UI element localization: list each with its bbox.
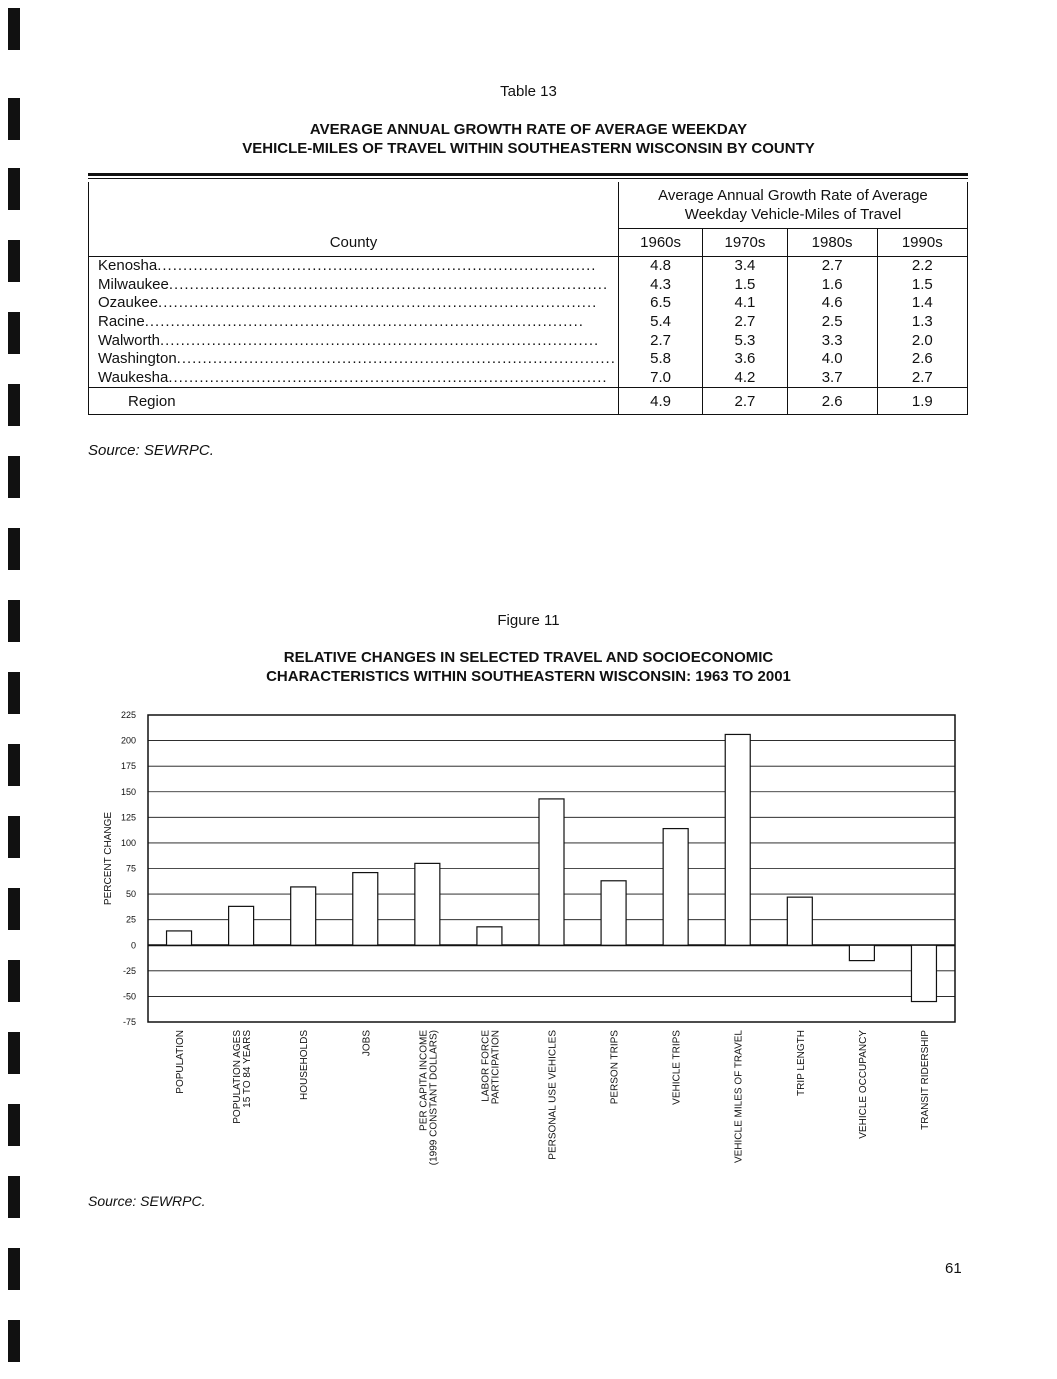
decade-header: 1990s xyxy=(877,229,967,257)
page-number: 61 xyxy=(945,1260,962,1277)
value-cell: 4.3 xyxy=(618,276,702,295)
value-cell: 4.0 xyxy=(787,350,877,369)
county-name: Ozaukee xyxy=(98,294,159,312)
y-tick-label: 150 xyxy=(120,786,136,797)
y-tick-label: 50 xyxy=(125,889,136,900)
x-category-label: PERSONAL USE VEHICLES xyxy=(547,1030,559,1160)
leader-dots: ..................................................................................... xyxy=(176,350,616,368)
group-header-line-2: Weekday Vehicle-Miles of Travel xyxy=(684,206,902,223)
y-tick-label: -75 xyxy=(122,1017,136,1027)
leader-dots: ..................................................................................... xyxy=(157,257,597,275)
bar xyxy=(911,945,936,1001)
x-category-label: PERSON TRIPS xyxy=(609,1030,621,1105)
table-number: Table 13 xyxy=(500,83,557,100)
table-source: Source: SEWRPC. xyxy=(88,442,214,459)
x-category-label: (1999 CONSTANT DOLLARS) xyxy=(428,1030,440,1166)
leader-dots: ..................................................................................... xyxy=(168,368,608,386)
value-cell: 2.7 xyxy=(787,257,877,276)
chart-y-ticks xyxy=(121,710,136,1027)
value-cell: 1.5 xyxy=(703,276,787,295)
value-cell: 3.6 xyxy=(703,350,787,369)
bar xyxy=(291,887,316,945)
bar xyxy=(663,829,688,946)
county-name: Kenosha xyxy=(98,257,158,275)
value-cell: 2.7 xyxy=(703,313,787,332)
table-title-line-1: AVERAGE ANNUAL GROWTH RATE OF AVERAGE WEEKDAY xyxy=(309,121,748,138)
value-cell: 5.8 xyxy=(618,350,702,369)
y-tick-label: 200 xyxy=(120,735,136,746)
value-cell: 5.4 xyxy=(618,313,702,332)
bar xyxy=(415,863,440,945)
region-value: 2.7 xyxy=(703,388,787,415)
y-axis-label: PERCENT CHANGE xyxy=(103,811,114,906)
value-cell: 3.7 xyxy=(787,369,877,388)
y-tick-label: 225 xyxy=(120,710,136,720)
bar xyxy=(725,734,750,945)
figure-title-line-1: RELATIVE CHANGES IN SELECTED TRAVEL AND SOCIOECONOMIC xyxy=(283,649,774,666)
decade-header: 1970s xyxy=(703,229,787,257)
x-category-label: POPULATION xyxy=(175,1030,187,1094)
y-tick-label: 175 xyxy=(120,761,136,772)
value-cell: 3.4 xyxy=(703,257,787,276)
value-cell: 5.3 xyxy=(703,331,787,350)
bar xyxy=(353,873,378,946)
value-cell: 2.7 xyxy=(618,331,702,350)
leader-dots: ..................................................................................... xyxy=(158,294,598,312)
bar xyxy=(849,945,874,960)
x-category-label: VEHICLE OCCUPANCY xyxy=(857,1030,869,1139)
bar xyxy=(167,931,192,945)
region-value: 2.6 xyxy=(787,388,877,415)
county-name: Walworth xyxy=(98,331,160,349)
region-value: 4.9 xyxy=(618,388,702,415)
value-cell: 1.6 xyxy=(787,276,877,295)
value-cell: 2.6 xyxy=(877,350,967,369)
bar xyxy=(601,881,626,945)
county-name: Racine xyxy=(98,313,145,331)
figure-number: Figure 11 xyxy=(497,612,560,629)
y-tick-label: 0 xyxy=(130,940,136,951)
table-title-line-2: VEHICLE-MILES OF TRAVEL WITHIN SOUTHEASTERN WISCONSIN BY COUNTY xyxy=(242,140,815,157)
county-header: County xyxy=(89,229,619,257)
x-category-label: LABOR FORCE xyxy=(480,1030,492,1102)
value-cell: 1.3 xyxy=(877,313,967,332)
x-category-label: TRANSIT RIDERSHIP xyxy=(919,1030,931,1130)
value-cell: 6.5 xyxy=(618,294,702,313)
x-category-label: VEHICLE TRIPS xyxy=(671,1030,683,1105)
decade-header: 1980s xyxy=(787,229,877,257)
value-cell: 4.2 xyxy=(703,369,787,388)
bar xyxy=(539,799,564,945)
figure-source: Source: SEWRPC. xyxy=(88,1193,206,1209)
x-category-label: PER CAPITA INCOME xyxy=(418,1030,430,1131)
county-name: Waukesha xyxy=(98,368,169,386)
value-cell: 2.7 xyxy=(877,369,967,388)
y-tick-label: 100 xyxy=(120,837,136,848)
value-cell: 2.5 xyxy=(787,313,877,332)
value-cell: 1.4 xyxy=(877,294,967,313)
y-tick-label: -50 xyxy=(122,991,136,1002)
leader-dots: ..................................................................................... xyxy=(159,331,600,349)
leader-dots: ..................................................................................... xyxy=(144,313,584,331)
y-tick-label: -25 xyxy=(122,965,136,976)
bar xyxy=(477,927,502,945)
x-category-label: TRIP LENGTH xyxy=(795,1030,807,1096)
bar xyxy=(229,906,254,945)
chart-bars xyxy=(167,734,937,1001)
value-cell: 1.5 xyxy=(877,276,967,295)
region-label: Region xyxy=(89,388,619,415)
y-tick-label: 125 xyxy=(120,812,136,823)
figure-title-line-2: CHARACTERISTICS WITHIN SOUTHEASTERN WISCONSIN: 1963 TO 2001 xyxy=(266,668,791,685)
value-cell: 2.0 xyxy=(877,331,967,350)
value-cell: 4.8 xyxy=(618,257,702,276)
y-tick-label: 75 xyxy=(125,863,136,874)
value-cell: 4.1 xyxy=(703,294,787,313)
county-name: Washington xyxy=(98,350,177,368)
value-cell: 4.6 xyxy=(787,294,877,313)
chart-x-labels xyxy=(175,1030,931,1166)
x-category-label: POPULATION AGES xyxy=(232,1030,244,1124)
leader-dots: ..................................................................................... xyxy=(168,275,609,293)
x-category-label: PARTICIPATION xyxy=(490,1030,502,1105)
decade-header: 1960s xyxy=(618,229,702,257)
x-category-label: VEHICLE MILES OF TRAVEL xyxy=(733,1030,745,1164)
bar xyxy=(787,897,812,945)
value-cell: 7.0 xyxy=(618,369,702,388)
value-cell: 3.3 xyxy=(787,331,877,350)
group-header-line-1: Average Annual Growth Rate of Average xyxy=(658,187,928,204)
x-category-label: HOUSEHOLDS xyxy=(299,1030,311,1101)
x-category-label: JOBS xyxy=(361,1030,373,1057)
region-value: 1.9 xyxy=(877,388,967,415)
y-tick-label: 25 xyxy=(125,914,136,925)
value-cell: 2.2 xyxy=(877,257,967,276)
county-name: Milwaukee xyxy=(98,275,169,293)
x-category-label: 15 TO 84 YEARS xyxy=(242,1030,254,1108)
